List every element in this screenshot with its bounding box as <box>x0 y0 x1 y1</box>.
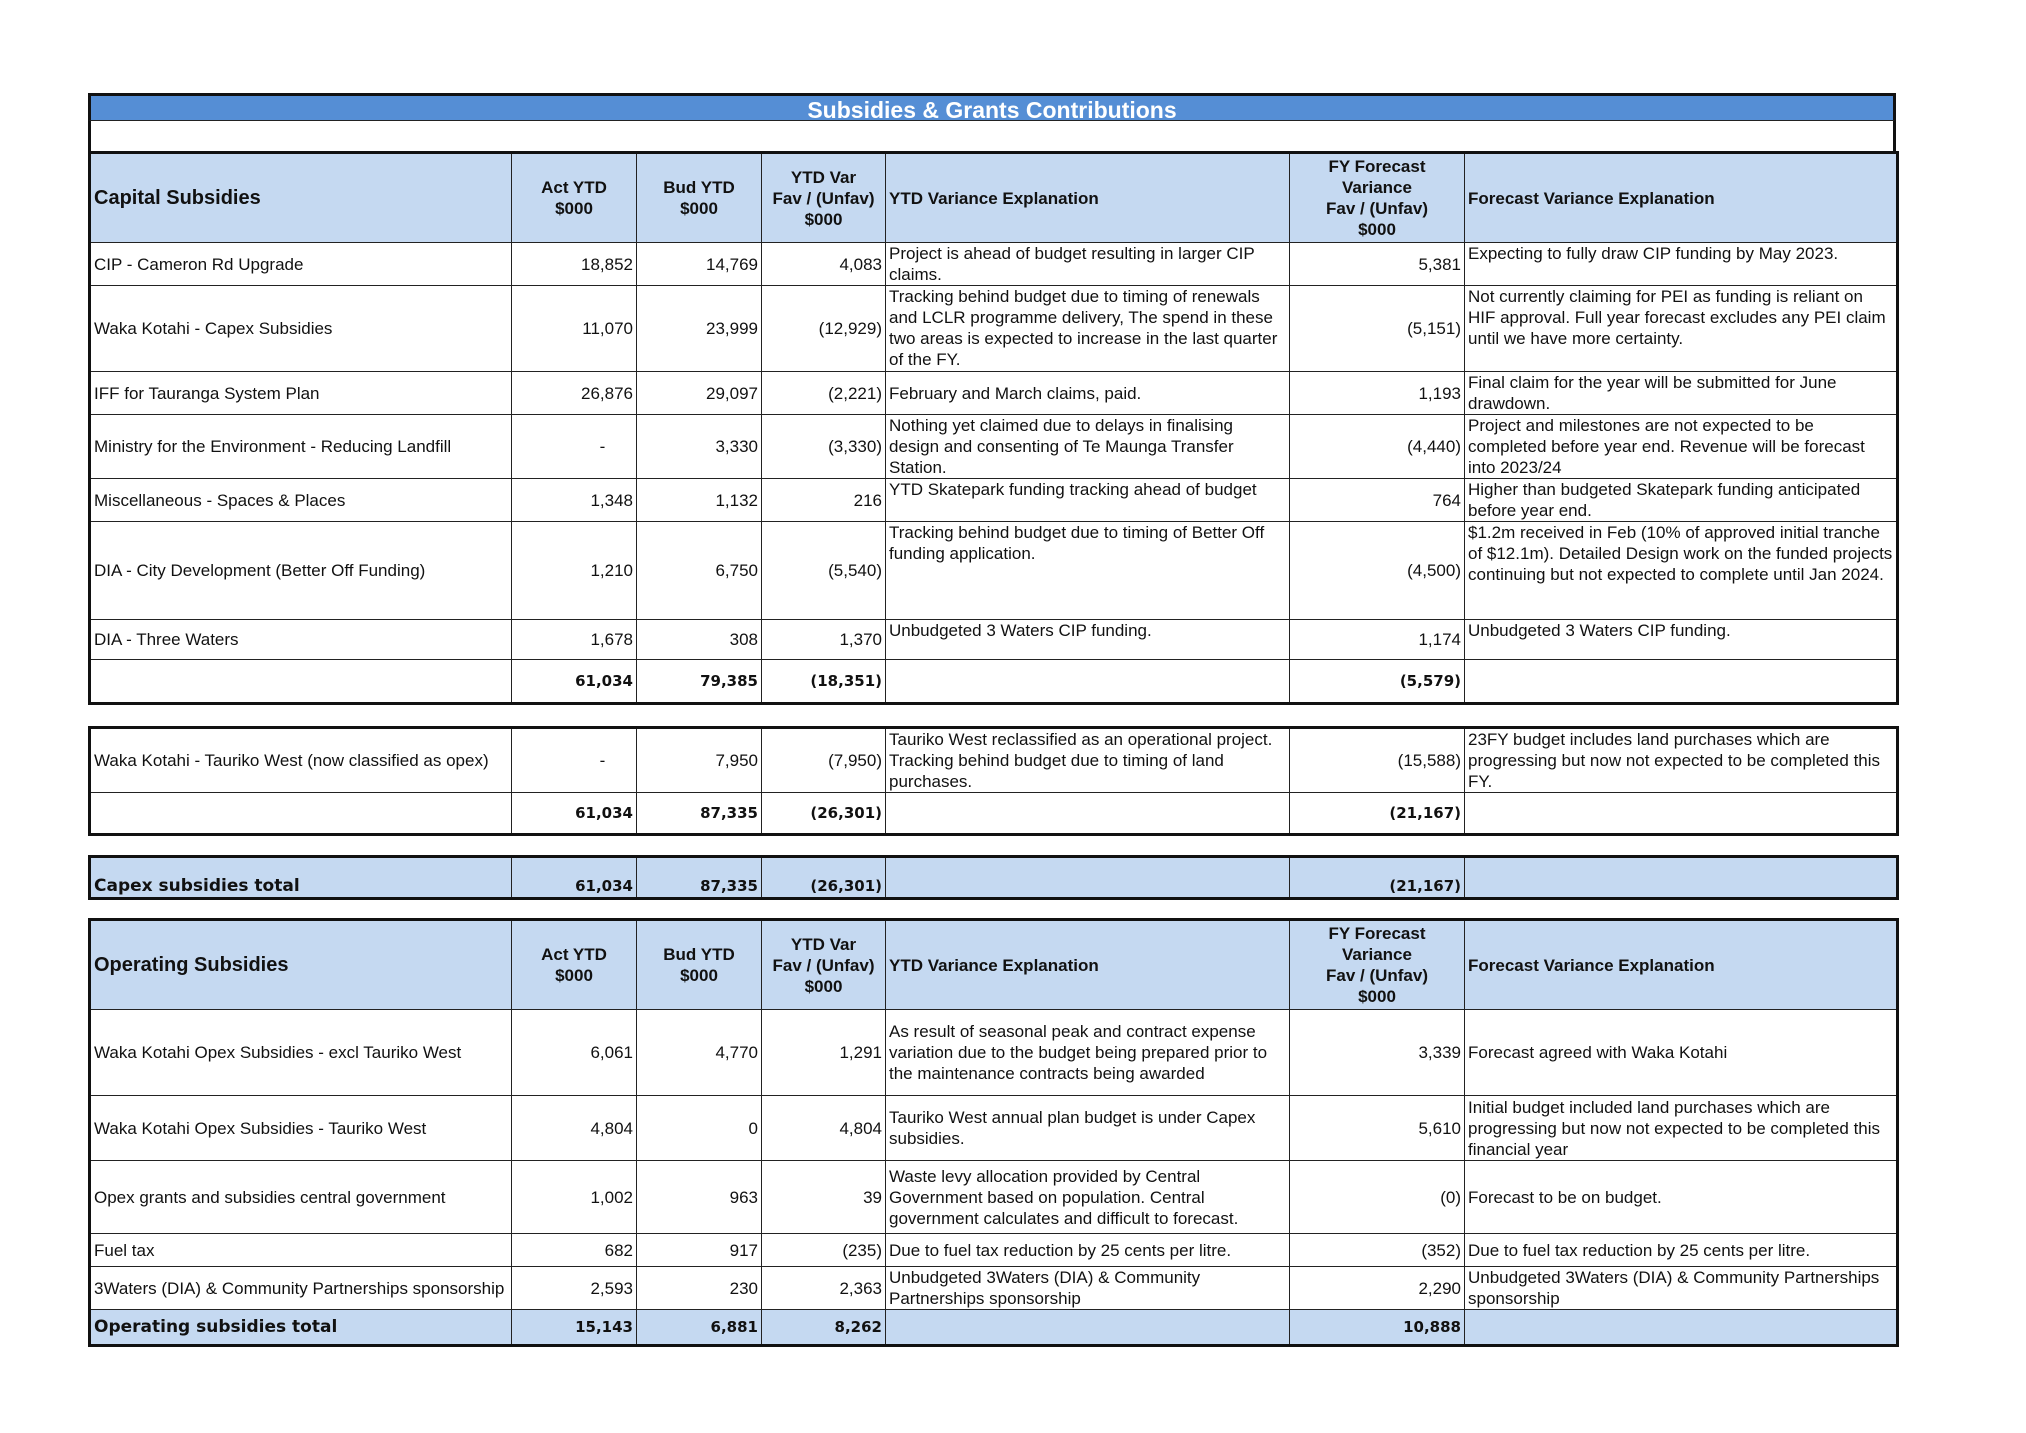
cell-var: 4,804 <box>762 1096 886 1161</box>
cell-act: 682 <box>512 1234 637 1267</box>
cell-act: 18,852 <box>512 243 637 286</box>
cell-ytd-explanation: Unbudgeted 3Waters (DIA) & Community Partnerships sponsorship <box>886 1267 1290 1310</box>
table-row <box>90 620 1898 660</box>
capex-total-row <box>90 857 1898 899</box>
cell-bud: 917 <box>637 1234 762 1267</box>
cell-act: 4,804 <box>512 1096 637 1161</box>
cell-forecast-explanation: Forecast agreed with Waka Kotahi <box>1465 1010 1898 1096</box>
capital-section-title: Capital Subsidies <box>90 153 512 243</box>
row-name: DIA - City Development (Better Off Funding) <box>90 522 512 620</box>
total-forecast-explanation <box>1465 793 1898 835</box>
capex-total-label: Capex subsidies total <box>90 857 512 899</box>
cell-forecast-explanation: Unbudgeted 3Waters (DIA) & Community Partnerships sponsorship <box>1465 1267 1898 1310</box>
cell-var: (12,929) <box>762 286 886 372</box>
operating-header-row <box>90 920 1898 1010</box>
total-label <box>90 793 512 835</box>
cell-fy: 2,290 <box>1290 1267 1465 1310</box>
cell-bud: 4,770 <box>637 1010 762 1096</box>
total-bud: 6,881 <box>637 1310 762 1346</box>
col-ytd-explanation: YTD Variance Explanation <box>886 920 1290 1010</box>
row-name: 3Waters (DIA) & Community Partnerships sponsorship <box>90 1267 512 1310</box>
total-var: (26,301) <box>762 857 886 899</box>
col-ytd-explanation: YTD Variance Explanation <box>886 153 1290 243</box>
table-row <box>90 1096 1898 1161</box>
cell-var: (7,950) <box>762 728 886 793</box>
row-name: Miscellaneous - Spaces & Places <box>90 479 512 522</box>
report-title-block <box>88 93 1896 151</box>
operating-subsidies-section <box>88 918 1896 1347</box>
cell-fy: (0) <box>1290 1161 1465 1234</box>
table-row <box>90 372 1898 415</box>
cell-var: (3,330) <box>762 415 886 479</box>
cell-fy: (5,151) <box>1290 286 1465 372</box>
total-var: (18,351) <box>762 660 886 704</box>
total-ytd-explanation <box>886 793 1290 835</box>
cell-bud: 1,132 <box>637 479 762 522</box>
operating-section-title: Operating Subsidies <box>90 920 512 1010</box>
row-name: DIA - Three Waters <box>90 620 512 660</box>
cell-ytd-explanation: Nothing yet claimed due to delays in finalising design and consenting of Te Maunga Transfer Station. <box>886 415 1290 479</box>
cell-ytd-explanation: As result of seasonal peak and contract expense variation due to the budget being prepared prior to the maintenance contracts being awarded <box>886 1010 1290 1096</box>
cell-act: 6,061 <box>512 1010 637 1096</box>
cell-act: - <box>512 728 637 793</box>
report-title: Subsidies & Grants Contributions <box>88 93 1896 121</box>
total-ytd-explanation <box>886 857 1290 899</box>
cell-var: 39 <box>762 1161 886 1234</box>
total-fy: (21,167) <box>1290 793 1465 835</box>
cell-ytd-explanation: February and March claims, paid. <box>886 372 1290 415</box>
cell-bud: 0 <box>637 1096 762 1161</box>
cell-var: (2,221) <box>762 372 886 415</box>
row-name: Waka Kotahi Opex Subsidies - Tauriko West <box>90 1096 512 1161</box>
total-ytd-explanation <box>886 660 1290 704</box>
cell-fy: 764 <box>1290 479 1465 522</box>
table-row <box>90 286 1898 372</box>
cell-var: (235) <box>762 1234 886 1267</box>
cell-forecast-explanation: Project and milestones are not expected to be completed before year end. Revenue will be forecast into 2023/24 <box>1465 415 1898 479</box>
cell-bud: 308 <box>637 620 762 660</box>
operating-total-label: Operating subsidies total <box>90 1310 512 1346</box>
total-fy: (5,579) <box>1290 660 1465 704</box>
total-act: 61,034 <box>512 857 637 899</box>
cell-act: 2,593 <box>512 1267 637 1310</box>
cell-var: 1,291 <box>762 1010 886 1096</box>
capex-total-section <box>88 855 1896 900</box>
total-label <box>90 660 512 704</box>
cell-bud: 3,330 <box>637 415 762 479</box>
cell-fy: (4,440) <box>1290 415 1465 479</box>
total-forecast-explanation <box>1465 857 1898 899</box>
cell-forecast-explanation: Not currently claiming for PEI as funding is reliant on HIF approval. Full year forecast excludes any PEI claim until we have more certainty. <box>1465 286 1898 372</box>
col-ytd-var: YTD Var Fav / (Unfav) $000 <box>762 153 886 243</box>
cell-act: 26,876 <box>512 372 637 415</box>
row-name: Waka Kotahi - Capex Subsidies <box>90 286 512 372</box>
total-act: 15,143 <box>512 1310 637 1346</box>
table-row <box>90 479 1898 522</box>
cell-act: - <box>512 415 637 479</box>
total-var: (26,301) <box>762 793 886 835</box>
cell-fy: (4,500) <box>1290 522 1465 620</box>
capital-subsidies-section <box>88 151 1896 705</box>
capital-subsidies-table <box>88 151 1899 705</box>
table-row <box>90 1267 1898 1310</box>
col-fy-forecast: FY Forecast Variance Fav / (Unfav) $000 <box>1290 153 1465 243</box>
cell-var: 216 <box>762 479 886 522</box>
cell-ytd-explanation: YTD Skatepark funding tracking ahead of budget <box>886 479 1290 522</box>
cell-ytd-explanation: Tracking behind budget due to timing of Better Off funding application. <box>886 522 1290 620</box>
table-row <box>90 728 1898 793</box>
cell-forecast-explanation: Expecting to fully draw CIP funding by May 2023. <box>1465 243 1898 286</box>
row-name: Waka Kotahi - Tauriko West (now classified as opex) <box>90 728 512 793</box>
table-row <box>90 243 1898 286</box>
cell-forecast-explanation: $1.2m received in Feb (10% of approved initial tranche of $12.1m). Detailed Design work on the funded projects continuing but not expected to complete until Jan 2024. <box>1465 522 1898 620</box>
total-act: 61,034 <box>512 660 637 704</box>
col-bud-ytd: Bud YTD $000 <box>637 920 762 1010</box>
cell-ytd-explanation: Project is ahead of budget resulting in larger CIP claims. <box>886 243 1290 286</box>
cell-forecast-explanation: Final claim for the year will be submitted for June drawdown. <box>1465 372 1898 415</box>
row-name: Waka Kotahi Opex Subsidies - excl Tauriko West <box>90 1010 512 1096</box>
cell-bud: 963 <box>637 1161 762 1234</box>
cell-ytd-explanation: Tauriko West reclassified as an operational project. Tracking behind budget due to timing of land purchases. <box>886 728 1290 793</box>
operating-subsidies-table <box>88 918 1899 1347</box>
cell-bud: 14,769 <box>637 243 762 286</box>
cell-act: 1,348 <box>512 479 637 522</box>
cell-forecast-explanation: Unbudgeted 3 Waters CIP funding. <box>1465 620 1898 660</box>
total-bud: 79,385 <box>637 660 762 704</box>
cell-ytd-explanation: Due to fuel tax reduction by 25 cents per litre. <box>886 1234 1290 1267</box>
cell-ytd-explanation: Tauriko West annual plan budget is under Capex subsidies. <box>886 1096 1290 1161</box>
cell-ytd-explanation: Unbudgeted 3 Waters CIP funding. <box>886 620 1290 660</box>
title-spacer <box>88 121 1896 151</box>
cell-forecast-explanation: Higher than budgeted Skatepark funding anticipated before year end. <box>1465 479 1898 522</box>
total-forecast-explanation <box>1465 660 1898 704</box>
cell-bud: 230 <box>637 1267 762 1310</box>
cell-act: 11,070 <box>512 286 637 372</box>
cell-fy: 3,339 <box>1290 1010 1465 1096</box>
table-row <box>90 415 1898 479</box>
table-row <box>90 1161 1898 1234</box>
capital-header-row <box>90 153 1898 243</box>
table-row <box>90 1010 1898 1096</box>
col-ytd-var: YTD Var Fav / (Unfav) $000 <box>762 920 886 1010</box>
cell-var: 1,370 <box>762 620 886 660</box>
tauriko-total-row <box>90 793 1898 835</box>
row-name: Fuel tax <box>90 1234 512 1267</box>
total-bud: 87,335 <box>637 793 762 835</box>
row-name: CIP - Cameron Rd Upgrade <box>90 243 512 286</box>
total-bud: 87,335 <box>637 857 762 899</box>
cell-bud: 7,950 <box>637 728 762 793</box>
row-name: Ministry for the Environment - Reducing Landfill <box>90 415 512 479</box>
cell-var: (5,540) <box>762 522 886 620</box>
cell-fy: 1,193 <box>1290 372 1465 415</box>
total-ytd-explanation <box>886 1310 1290 1346</box>
cell-fy: (352) <box>1290 1234 1465 1267</box>
cell-act: 1,210 <box>512 522 637 620</box>
cell-bud: 29,097 <box>637 372 762 415</box>
cell-act: 1,678 <box>512 620 637 660</box>
row-name: IFF for Tauranga System Plan <box>90 372 512 415</box>
cell-fy: 5,610 <box>1290 1096 1465 1161</box>
cell-ytd-explanation: Waste levy allocation provided by Central Government based on population. Central government calculates and difficult to forecast. <box>886 1161 1290 1234</box>
total-var: 8,262 <box>762 1310 886 1346</box>
tauriko-west-section <box>88 726 1896 836</box>
cell-fy: 5,381 <box>1290 243 1465 286</box>
cell-var: 2,363 <box>762 1267 886 1310</box>
cell-forecast-explanation: Due to fuel tax reduction by 25 cents per litre. <box>1465 1234 1898 1267</box>
total-forecast-explanation <box>1465 1310 1898 1346</box>
cell-bud: 6,750 <box>637 522 762 620</box>
col-forecast-explanation: Forecast Variance Explanation <box>1465 153 1898 243</box>
cell-var: 4,083 <box>762 243 886 286</box>
cell-ytd-explanation: Tracking behind budget due to timing of renewals and LCLR programme delivery, The spend in these two areas is expected to increase in the last quarter of the FY. <box>886 286 1290 372</box>
capital-total-row <box>90 660 1898 704</box>
cell-forecast-explanation: Initial budget included land purchases which are progressing but now not expected to be completed this financial year <box>1465 1096 1898 1161</box>
table-row <box>90 1234 1898 1267</box>
cell-fy: 1,174 <box>1290 620 1465 660</box>
capex-total-table <box>88 855 1899 900</box>
col-act-ytd: Act YTD $000 <box>512 920 637 1010</box>
row-name: Opex grants and subsidies central government <box>90 1161 512 1234</box>
cell-bud: 23,999 <box>637 286 762 372</box>
tauriko-west-table <box>88 726 1899 836</box>
col-act-ytd: Act YTD $000 <box>512 153 637 243</box>
cell-forecast-explanation: 23FY budget includes land purchases which are progressing but now not expected to be completed this FY. <box>1465 728 1898 793</box>
col-forecast-explanation: Forecast Variance Explanation <box>1465 920 1898 1010</box>
total-act: 61,034 <box>512 793 637 835</box>
cell-fy: (15,588) <box>1290 728 1465 793</box>
cell-act: 1,002 <box>512 1161 637 1234</box>
col-fy-forecast: FY Forecast Variance Fav / (Unfav) $000 <box>1290 920 1465 1010</box>
col-bud-ytd: Bud YTD $000 <box>637 153 762 243</box>
total-fy: (21,167) <box>1290 857 1465 899</box>
table-row <box>90 522 1898 620</box>
operating-total-row <box>90 1310 1898 1346</box>
total-fy: 10,888 <box>1290 1310 1465 1346</box>
cell-forecast-explanation: Forecast to be on budget. <box>1465 1161 1898 1234</box>
